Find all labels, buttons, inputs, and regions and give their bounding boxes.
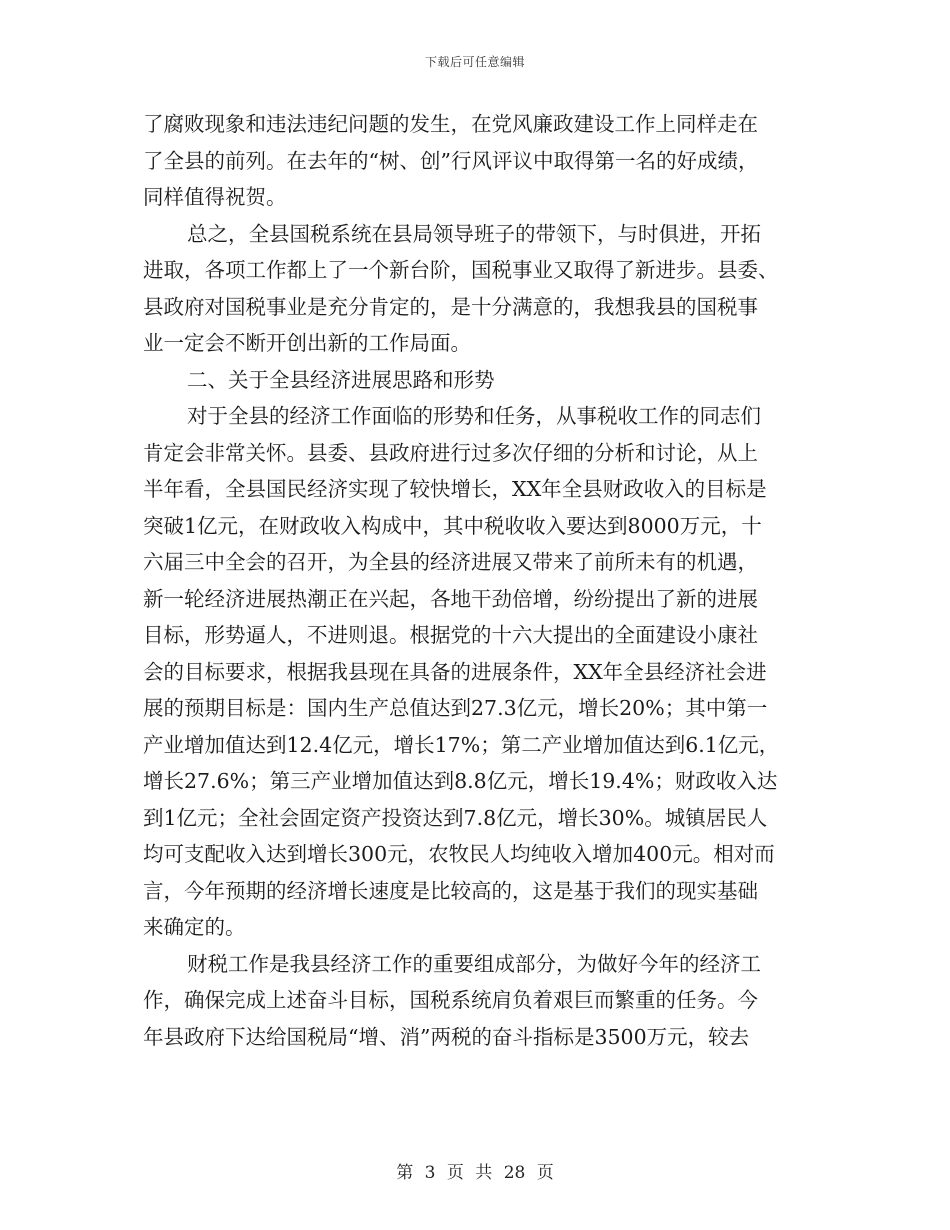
body-line: 肯定会非常关怀。县委、县政府进行过多次仔细的分析和讨论，从上 <box>143 440 758 465</box>
body-line: 县政府对国税事业是充分肯定的，是十分满意的，我想我县的国税事 <box>143 294 758 319</box>
section-heading: 二、关于全县经济进展思路和形势 <box>187 367 495 392</box>
body-line: 年县政府下达给国税局“增、消”两税的奋斗指标是3500万元，较去 <box>143 1024 750 1049</box>
body-line: 到1亿元；全社会固定资产投资达到7.8亿元，增长30%。城镇居民人 <box>143 805 768 830</box>
body-line: 总之，全县国税系统在县局领导班子的带领下，与时俱进，开拓 <box>187 221 761 246</box>
body-line: 六届三中全会的召开，为全县的经济进展又带来了前所未有的机遇， <box>143 550 758 574</box>
body-line: 了全县的前列。在去年的“树、创”行风评议中取得第一名的好成绩， <box>143 148 759 173</box>
body-line: 均可支配收入达到增长300元，农牧民人均纯收入增加400元。相对而 <box>143 842 775 866</box>
body-line: 目标，形势逼人，不进则退。根据党的十六大提出的全面建设小康社 <box>143 623 758 647</box>
body-line: 来确定的。 <box>143 915 246 939</box>
body-line: 了腐败现象和违法违纪问题的发生，在党风廉政建设工作上同样走在 <box>143 112 758 136</box>
body-line: 业一定会不断开创出新的工作局面。 <box>143 331 471 355</box>
body-line: 作，确保完成上述奋斗目标，国税系统肩负着艰巨而繁重的任务。今 <box>143 988 758 1012</box>
body-line: 增长27.6%；第三产业增加值达到8.8亿元，增长19.4%；财政收入达 <box>143 769 778 793</box>
body-line: 言，今年预期的经济增长速度是比较高的，这是基于我们的现实基础 <box>143 878 758 903</box>
body-line: 新一轮经济进展热潮正在兴起，各地干劲倍增，纷纷提出了新的进展 <box>143 586 758 611</box>
body-line: 对于全县的经济工作面临的形势和任务，从事税收工作的同志们 <box>187 404 761 428</box>
body-line: 财税工作是我县经济工作的重要组成部分，为做好今年的经济工 <box>187 951 761 976</box>
document-body <box>143 106 811 1055</box>
body-line: 同样值得祝贺。 <box>143 185 287 209</box>
body-line: 进取，各项工作都上了一个新台阶，国税事业又取得了新进步。县委、 <box>143 258 779 282</box>
body-line: 突破1亿元，在财政收入构成中，其中税收收入要达到8000万元，十 <box>143 513 762 538</box>
page-header: 下载后可任意编辑 <box>424 55 525 69</box>
body-line: 产业增加值达到12.4亿元，增长17%；第二产业增加值达到6.1亿元， <box>143 732 780 757</box>
page-number: 第 3 页 共 28 页 <box>396 1163 554 1183</box>
body-line: 会的目标要求，根据我县现在具备的进展条件，XX年全县经济社会进 <box>143 659 767 684</box>
body-line: 展的预期目标是：国内生产总值达到27.3亿元，增长20%；其中第一 <box>143 696 768 720</box>
body-line: 半年看，全县国民经济实现了较快增长，XX年全县财政收入的目标是 <box>143 477 767 501</box>
